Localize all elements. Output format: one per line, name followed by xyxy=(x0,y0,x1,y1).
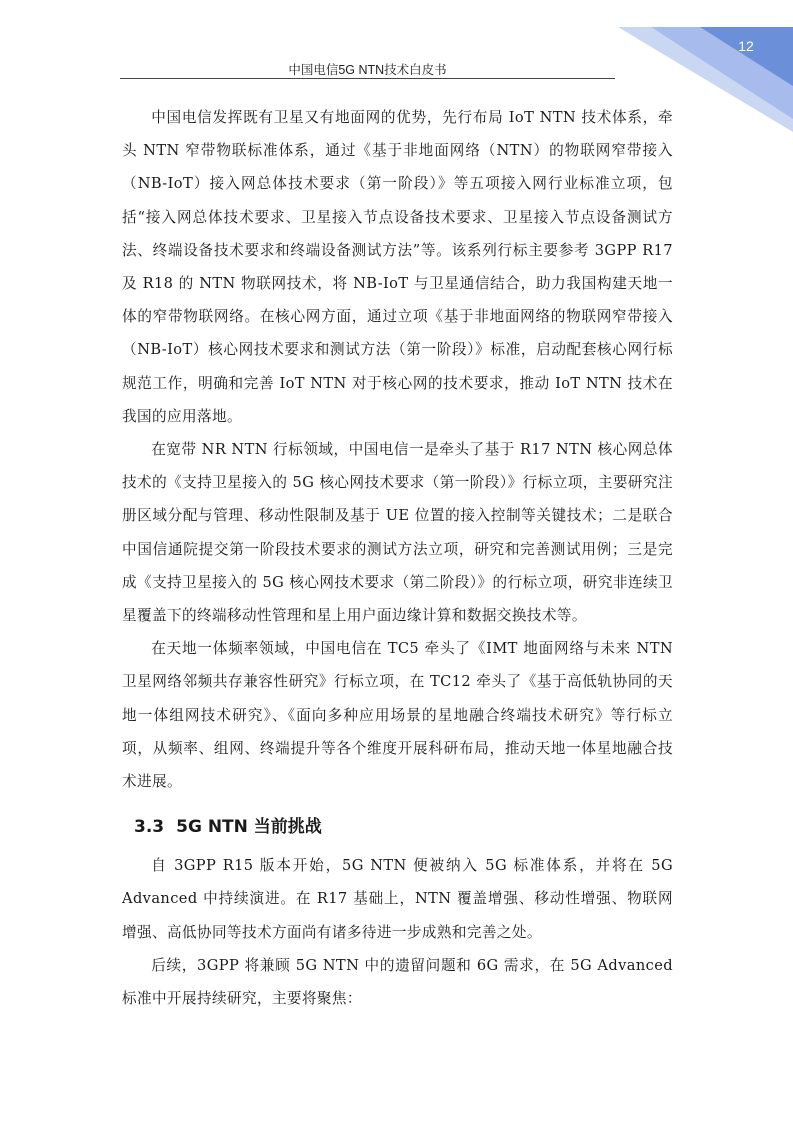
paragraph: 在宽带 NR NTN 行标领域，中国电信一是牵头了基于 R17 NTN 核心网总体技术的《支持卫星接入的 5G 核心网技术要求（第一阶段）》行标立项，主要研究注册区域分配与管理、移动性限制及基于 UE 位置的接入控制等关键技术；二是联合中国信通院提交第一阶段技术要求的测试方法立项，研究和完善测试用例；三是完成《支持卫星接入的 5G 核心网技术要求（第二阶段）》的行标立项，研究非连续卫星覆盖下的终端移动性管理和星上用户面边缘计算和数据交换技术等。 xyxy=(122,441,673,625)
page-number: 12 xyxy=(738,38,754,54)
section-number: 3.3 xyxy=(134,817,165,838)
document-body xyxy=(122,101,673,1015)
paragraph: 自 3GPP R15 版本开始，5G NTN 便被纳入 5G 标准体系，并将在 5G Advanced 中持续演进。在 R17 基础上，NTN 覆盖增强、移动性增强、物联网增强、高低协同等技术方面尚有诸多待进一步成熟和完善之处。 xyxy=(122,857,673,941)
section-title: 5G NTN 当前挑战 xyxy=(176,817,322,838)
running-header-title: 中国电信5G NTN技术白皮书 xyxy=(288,63,447,77)
paragraph: 中国电信发挥既有卫星又有地面网的优势，先行布局 IoT NTN 技术体系，牵头 NTN 窄带物联标准体系，通过《基于非地面网络（NTN）的物联网窄带接入（NB-IoT）接入网总体技术要求（第一阶段）》等五项接入网行业标准立项，包括“接入网总体技术要求、卫星接入节点设备技术要求、卫星接入节点设备测试方法、终端设备技术要求和终端设备测试方法”等。该系列行标主要参考 3GPP R17 及 R18 的 NTN 物联网技术，将 NB-IoT 与卫星通信结合，助力我国构建天地一体的窄带物联网络。在核心网方面，通过立项《基于非地面网络的物联网窄带接入（NB-IoT）核心网技术要求和测试方法（第一阶段）》标准，启动配套核心网行标规范工作，明确和完善 IoT NTN 对于核心网的技术要求，推动 IoT NTN 技术在我国的应用落地。 xyxy=(122,109,673,425)
paragraph: 在天地一体频率领域，中国电信在 TC5 牵头了《IMT 地面网络与未来 NTN 卫星网络邻频共存兼容性研究》行标立项，在 TC12 牵头了《基于高低轨协同的天地一体组网技术研究》、《面向多种应用场景的星地融合终端技术研究》等行标立项，从频率、组网、终端提升等各个维度开展科研布局，推动天地一体星地融合技术进展。 xyxy=(122,640,673,791)
paragraph: 后续，3GPP 将兼顾 5G NTN 中的遗留问题和 6G 需求，在 5G Advanced 标准中开展持续研究，主要将聚焦： xyxy=(122,956,673,1008)
header-divider xyxy=(120,78,615,79)
section-heading xyxy=(134,811,673,843)
